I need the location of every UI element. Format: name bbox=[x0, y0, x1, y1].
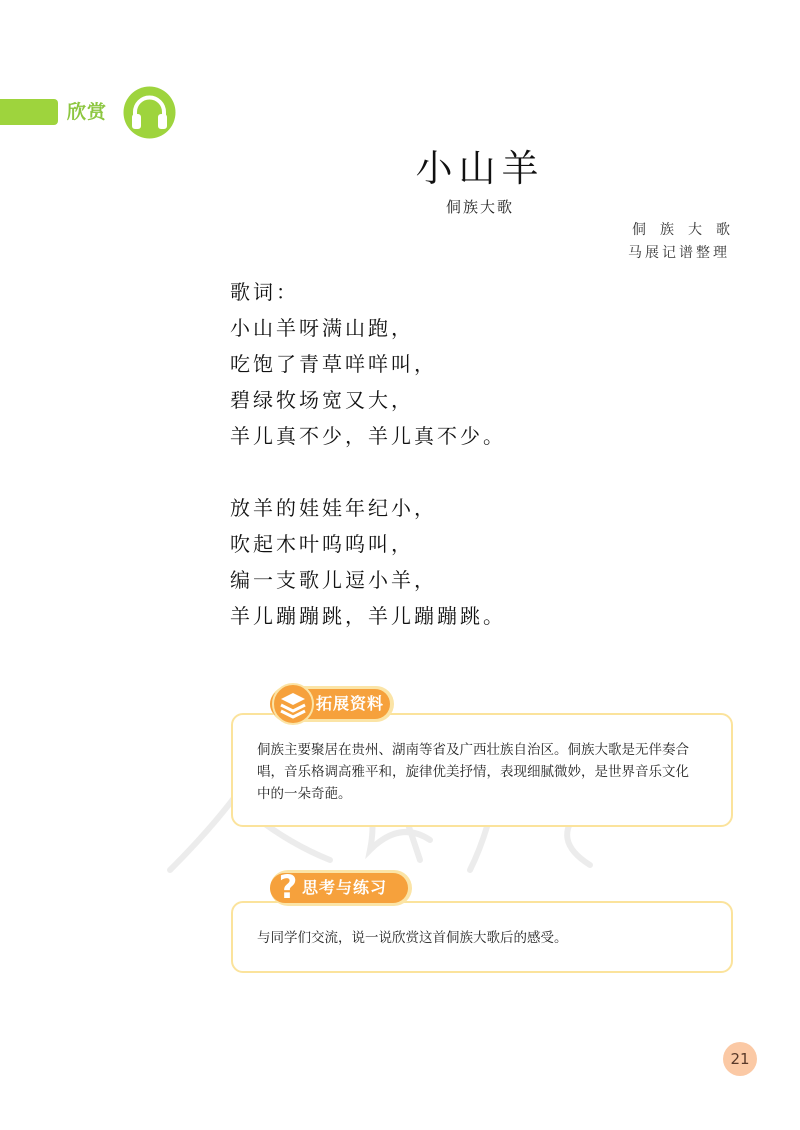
lyric-line: 羊儿蹦蹦跳，羊儿蹦蹦跳。 bbox=[230, 604, 506, 628]
question-mark-icon: ? bbox=[278, 868, 298, 906]
exercise-text: 与同学们交流，说一说欣赏这首侗族大歌后的感受。 bbox=[257, 930, 568, 946]
lyric-line: 羊儿真不少，羊儿真不少。 bbox=[230, 424, 506, 448]
lyrics-heading: 歌词： bbox=[230, 280, 299, 304]
lyric-line: 吹起木叶呜呜叫， bbox=[230, 532, 414, 556]
song-title: 小山羊 bbox=[415, 147, 545, 190]
section-color-bar bbox=[0, 99, 58, 125]
exercise-label: 思考与练习 bbox=[302, 878, 388, 897]
lyric-line: 放羊的娃娃年纪小， bbox=[230, 496, 437, 520]
credit-arranger: 马展记谱整理 bbox=[628, 245, 730, 261]
extended-text-line: 侗族主要聚居在贵州、湖南等省及广西壮族自治区。侗族大歌是无伴奏合 bbox=[257, 742, 689, 758]
lyric-line: 碧绿牧场宽又大， bbox=[230, 388, 414, 412]
exercise-tab bbox=[270, 870, 412, 906]
extended-material-box bbox=[231, 713, 733, 827]
verse-gap bbox=[230, 454, 506, 490]
extended-text-line: 中的一朵奇葩。 bbox=[257, 786, 352, 802]
lyric-line: 吃饱了青草咩咩叫， bbox=[230, 352, 437, 376]
lyrics-block bbox=[230, 274, 506, 634]
lyric-line: 小山羊呀满山跑， bbox=[230, 316, 414, 340]
lyric-line: 编一支歌儿逗小羊， bbox=[230, 568, 437, 592]
tab-fill bbox=[270, 689, 390, 719]
section-label: 欣赏 bbox=[67, 101, 108, 123]
exercise-box bbox=[231, 901, 733, 973]
extended-material-text bbox=[257, 739, 711, 805]
extended-material-label: 拓展资料 bbox=[316, 694, 385, 713]
headphones-icon bbox=[123, 86, 176, 139]
extended-material-tab bbox=[270, 686, 394, 722]
stacked-books-icon bbox=[272, 683, 314, 725]
tab-fill bbox=[270, 868, 408, 906]
page-number: 21 bbox=[723, 1042, 757, 1076]
credit-origin: 侗族大歌 bbox=[632, 222, 744, 238]
song-genre: 侗族大歌 bbox=[445, 198, 514, 216]
extended-text-line: 唱，音乐格调高雅平和，旋律优美抒情，表现细腻微妙，是世界音乐文化 bbox=[257, 764, 689, 780]
